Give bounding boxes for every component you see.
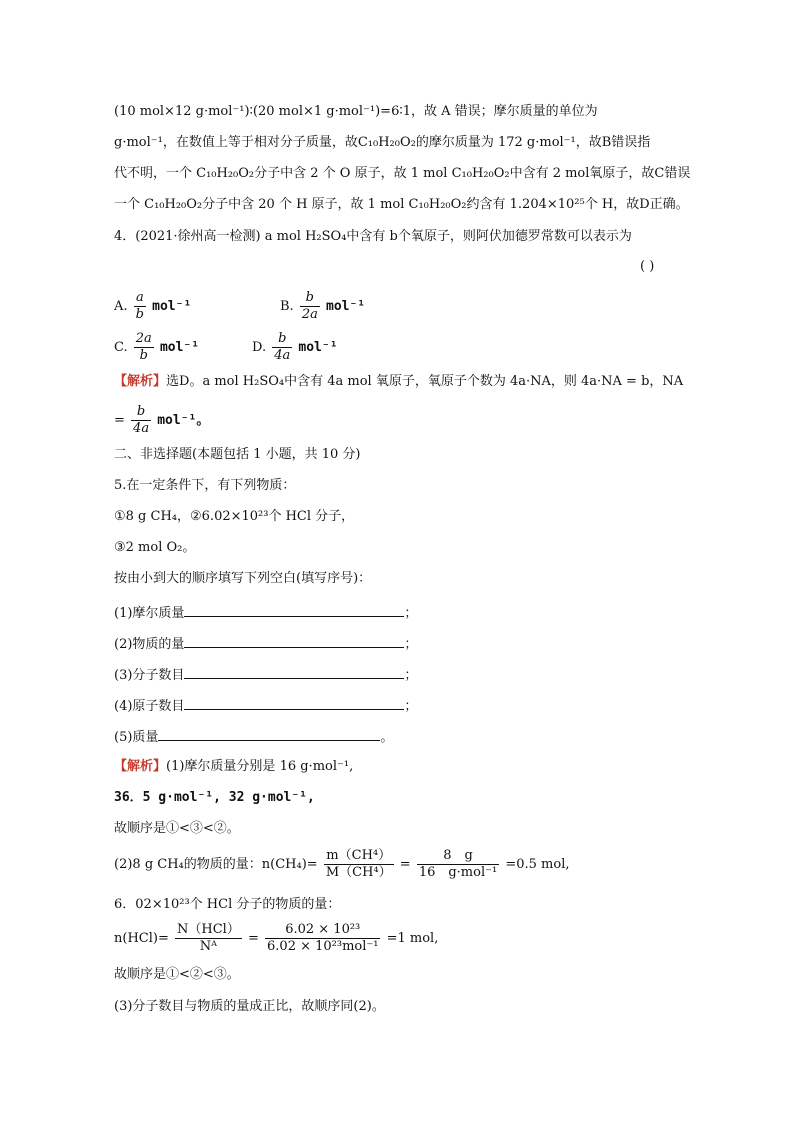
option-b-fraction bbox=[300, 290, 320, 323]
text-line: g·mol⁻¹，在数值上等于相对分子质量，故C₁₀H₂₀O₂的摩尔质量为 172 g·mol⁻¹，故B错误指 bbox=[114, 135, 651, 150]
section-heading: 二、非选择题(本题包括 1 小题，共 10 分) bbox=[114, 447, 361, 462]
answer-blank-5[interactable] bbox=[158, 726, 380, 741]
fraction-numerator: 6.02 × 10²³ bbox=[265, 922, 380, 939]
question-4-stem: 4．(2021·徐州高一检测) a mol H₂SO₄中含有 b个氧原子，则阿伏加德罗常数可以表示为 bbox=[114, 229, 632, 244]
option-a-fraction bbox=[134, 290, 146, 323]
answer-blank-3[interactable] bbox=[184, 664, 404, 679]
option-d-fraction bbox=[272, 331, 292, 364]
blank-label: (3)分子数目 bbox=[114, 668, 185, 683]
analysis-unit: mol⁻¹。 bbox=[157, 413, 210, 428]
blank-row-4 bbox=[114, 695, 417, 716]
option-a-numerator: a bbox=[134, 290, 146, 307]
formula-suffix: =1 mol, bbox=[386, 931, 439, 946]
options-row-ab bbox=[114, 290, 191, 323]
formula-fraction-2 bbox=[417, 848, 499, 881]
blank-label: (4)原子数目 bbox=[114, 699, 185, 714]
option-a-denominator: b bbox=[135, 307, 144, 322]
q5-analysis-line-4 bbox=[114, 848, 570, 881]
options-row-c bbox=[114, 331, 199, 364]
blank-label: (2)物质的量 bbox=[114, 637, 185, 652]
blank-row-2 bbox=[114, 633, 417, 654]
option-c-fraction bbox=[134, 331, 154, 364]
blank-row-5 bbox=[114, 726, 393, 747]
fraction-denominator: Nᴬ bbox=[199, 939, 218, 954]
blank-end: 。 bbox=[380, 730, 394, 745]
q5-analysis-line-5: 6．02×10²³个 HCl 分子的物质的量： bbox=[114, 897, 341, 912]
answer-bracket: ( ) bbox=[640, 259, 655, 274]
text-line: 一个 C₁₀H₂₀O₂分子中含 20 个 H 原子，故 1 mol C₁₀H₂₀O₂约含有 1.204×10²⁵个 H，故D正确。 bbox=[114, 197, 689, 212]
option-a-label: A. bbox=[114, 299, 128, 314]
blank-end: ； bbox=[404, 699, 418, 714]
blank-label: (5)质量 bbox=[114, 730, 159, 745]
text-line: 代不明，一个 C₁₀H₂₀O₂分子中含 2 个 O 原子，故 1 mol C₁₀H₂₀O₂中含有 2 mol氧原子，故C错误 bbox=[114, 166, 691, 181]
option-a-unit: mol⁻¹ bbox=[152, 299, 192, 314]
analysis-denominator: 4a bbox=[133, 421, 150, 436]
question-5-stem: 5.在一定条件下，有下列物质： bbox=[114, 478, 296, 493]
option-d-denominator: 4a bbox=[274, 348, 291, 363]
instruction: 按由小到大的顺序填写下列空白(填写序号)： bbox=[114, 571, 372, 586]
answer-blank-1[interactable] bbox=[184, 602, 404, 617]
option-c-denominator: b bbox=[139, 348, 148, 363]
text-line: (10 mol×12 g·mol⁻¹)∶(20 mol×1 g·mol⁻¹)=6∶1，故 A 错误；摩尔质量的单位为 bbox=[114, 104, 598, 119]
option-c-numerator: 2a bbox=[135, 331, 152, 346]
analysis-numerator: b bbox=[131, 404, 151, 421]
analysis-tag: 【解析】 bbox=[114, 759, 167, 774]
equals-sign: = bbox=[114, 413, 125, 428]
analysis-text: 选D。a mol H₂SO₄中含有 4a mol 氧原子，氧原子个数为 4a·NA，则 4a·NA = b，NA bbox=[166, 374, 684, 389]
blank-row-3 bbox=[114, 664, 417, 685]
analysis-tag: 【解析】 bbox=[114, 374, 167, 389]
formula-prefix: n(HCl)= bbox=[114, 931, 169, 946]
formula-fraction-1 bbox=[175, 922, 242, 955]
blank-end: ； bbox=[404, 668, 418, 683]
option-c-label: C. bbox=[114, 340, 128, 355]
fraction-denominator: 6.02 × 10²³mol⁻¹ bbox=[267, 939, 379, 954]
fraction-numerator: 8 g bbox=[417, 848, 499, 865]
q5-analysis-line-1 bbox=[114, 758, 353, 776]
answer-blank-4[interactable] bbox=[184, 695, 404, 710]
blank-label: (1)摩尔质量 bbox=[114, 606, 185, 621]
blank-end: ； bbox=[404, 637, 418, 652]
blank-end: ； bbox=[404, 606, 418, 621]
formula-suffix: =0.5 mol, bbox=[505, 857, 570, 872]
substances-line-1: ①8 g CH₄，②6.02×10²³个 HCl 分子， bbox=[114, 509, 355, 524]
substances-line-2: ③2 mol O₂。 bbox=[114, 540, 196, 555]
answer-blank-2[interactable] bbox=[184, 633, 404, 648]
formula-fraction-1 bbox=[324, 848, 394, 881]
q4-analysis-result bbox=[114, 404, 209, 437]
equals-sign: = bbox=[399, 857, 411, 872]
option-d-unit: mol⁻¹ bbox=[298, 340, 338, 355]
q5-analysis-line-2: 36．5 g·mol⁻¹, 32 g·mol⁻¹, bbox=[114, 790, 315, 805]
option-b-denominator: 2a bbox=[301, 307, 318, 322]
option-d-label: D. bbox=[252, 340, 267, 355]
fraction-numerator: m（CH⁴） bbox=[324, 848, 394, 865]
q5-analysis-line-3: 故顺序是①<③<②。 bbox=[114, 821, 240, 836]
fraction-denominator: M（CH⁴） bbox=[325, 865, 392, 880]
q5-analysis-line-6 bbox=[114, 922, 438, 955]
fraction-numerator: N（HCl） bbox=[177, 922, 240, 937]
options-row-d bbox=[252, 331, 338, 364]
q5-analysis-line-8: (3)分子数目与物质的量成正比，故顺序同(2)。 bbox=[114, 999, 385, 1014]
analysis-text: (1)摩尔质量分别是 16 g·mol⁻¹, bbox=[166, 759, 354, 774]
formula-prefix: (2)8 g CH₄的物质的量：n(CH₄)= bbox=[114, 857, 318, 872]
blank-row-1 bbox=[114, 602, 417, 623]
fraction-denominator: 16 g·mol⁻¹ bbox=[418, 865, 498, 880]
q4-analysis-line bbox=[114, 373, 683, 391]
options-row-b bbox=[280, 290, 365, 323]
formula-fraction-2 bbox=[265, 922, 380, 955]
option-b-unit: mol⁻¹ bbox=[326, 299, 366, 314]
option-b-label: B. bbox=[280, 299, 294, 314]
equals-sign: = bbox=[247, 931, 259, 946]
option-d-numerator: b bbox=[272, 331, 292, 348]
analysis-fraction bbox=[131, 404, 151, 437]
option-b-numerator: b bbox=[300, 290, 320, 307]
q5-analysis-line-7: 故顺序是①<②<③。 bbox=[114, 967, 240, 982]
option-c-unit: mol⁻¹ bbox=[159, 340, 200, 355]
